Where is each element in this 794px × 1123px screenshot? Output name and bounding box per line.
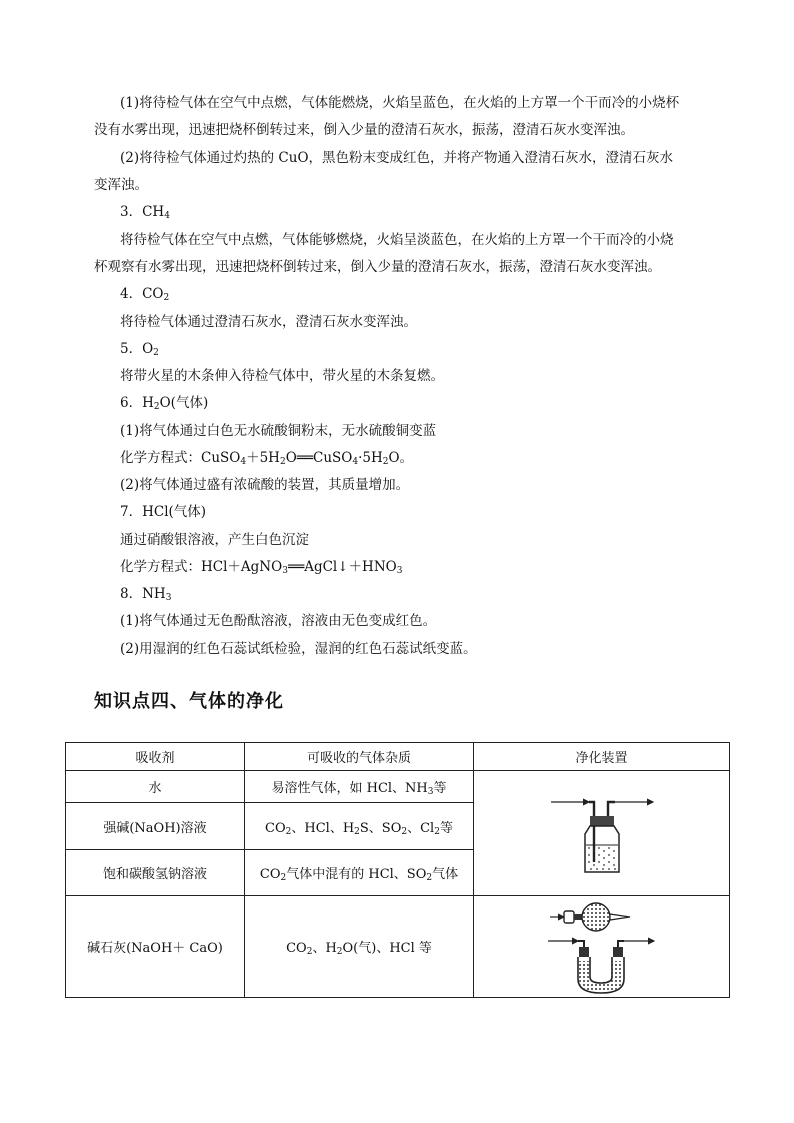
- section-number-7: 7．HCl(气体): [120, 504, 207, 520]
- text-line: 变浑浊。: [94, 177, 148, 193]
- section-number-3: 3．$CH_4$: [120, 204, 170, 221]
- text-line: (2)将气体通过盛有浓硫酸的装置，其质量增加。: [120, 477, 410, 493]
- table-header: 可吸收的气体杂质: [245, 743, 474, 771]
- text-line: 将待检气体通过澄清石灰水，澄清石灰水变浑浊。: [120, 314, 417, 330]
- equation-line: 化学方程式：$CuSO_4+5H_2O══CuSO_4\cdot 5H_2O$。: [120, 450, 414, 467]
- impurity-cell: $CO_2$、$H_2O$(气)、HCl 等: [245, 896, 474, 998]
- section-number-4: 4．$CO_2$: [120, 286, 170, 303]
- impurity-cell: $CO_2$、HCl、$H_2S$、$SO_2$、$Cl_2$等: [245, 803, 474, 850]
- wash-bottle-cell: [474, 771, 730, 896]
- impurity-cell: $CO_2$气体中混有的 HCl、$SO_2$气体: [245, 850, 474, 896]
- table-header-row: [66, 743, 730, 771]
- impurity-cell: 易溶性气体，如 HCl、$NH_3$等: [245, 771, 474, 803]
- text-line: 没有水雾出现，迅速把烧杯倒转过来，倒入少量的澄清石灰水，振荡，澄清石灰水变浑浊。: [94, 122, 634, 138]
- text-line: (1)将气体通过无色酚酞溶液，溶液由无色变成红色。: [120, 613, 437, 629]
- table-row: [66, 771, 730, 803]
- section-number-5: 5．$O_2$: [120, 341, 159, 358]
- table-header: 净化装置: [474, 743, 730, 771]
- text-line: (2)用湿润的红色石蕊试纸检验，湿润的红色石蕊试纸变蓝。: [120, 641, 477, 657]
- table-row: [66, 896, 730, 998]
- drying-device-cell: [474, 896, 730, 998]
- absorbent-cell: 强碱(NaOH)溶液: [66, 803, 245, 850]
- text-line: (1)将气体通过白色无水硫酸铜粉末，无水硫酸铜变蓝: [120, 423, 437, 439]
- wash-bottle-icon: [547, 790, 657, 876]
- table-header: 吸收剂: [66, 743, 245, 771]
- equation-line: 化学方程式：$HCl+AgNO_3══AgCl↓+HNO_3$: [120, 559, 403, 576]
- text-line: 杯观察有水雾出现，迅速把烧杯倒转过来，倒入少量的澄清石灰水，振荡，澄清石灰水变浑浊。: [94, 259, 661, 275]
- section-number-6: 6．$H_2O$(气体): [120, 395, 209, 412]
- drying-tube-and-u-tube-icon: [546, 899, 658, 995]
- section-heading: 知识点四、气体的净化: [94, 691, 284, 712]
- absorbent-cell: 饱和碳酸氢钠溶液: [66, 850, 245, 896]
- absorbent-cell: 水: [66, 771, 245, 803]
- text-line: 将带火星的木条伸入待检气体中，带火星的木条复燃。: [120, 368, 444, 384]
- section-number-8: 8．$NH_3$: [120, 586, 172, 603]
- text-line: 通过硝酸银溶液，产生白色沉淀: [120, 532, 309, 548]
- text-line: (2)将待检气体通过灼热的 CuO，黑色粉末变成红色，并将产物通入澄清石灰水，澄清石灰水: [120, 150, 674, 166]
- absorbent-cell: 碱石灰(NaOH＋ CaO): [66, 896, 245, 998]
- text-line: 将待检气体在空气中点燃，气体能够燃烧，火焰呈淡蓝色，在火焰的上方罩一个干而冷的小烧: [120, 232, 674, 248]
- purification-table: [65, 742, 730, 998]
- text-line: (1)将待检气体在空气中点燃，气体能燃烧，火焰呈蓝色，在火焰的上方罩一个干而冷的小烧杯: [120, 95, 680, 111]
